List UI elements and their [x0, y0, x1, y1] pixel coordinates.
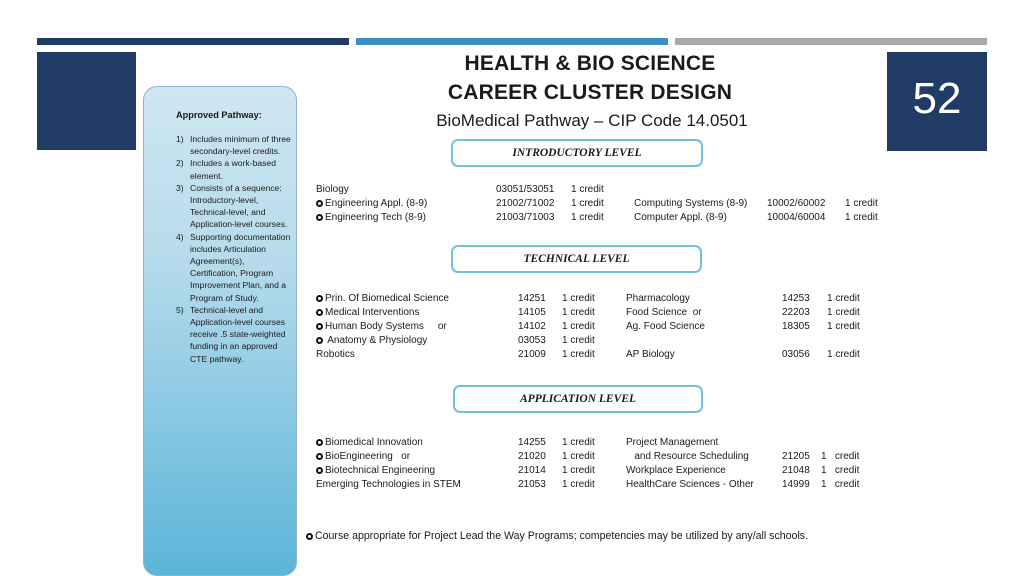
course-code — [496, 198, 554, 210]
course-code — [518, 335, 546, 347]
course-name — [626, 465, 726, 477]
technical-level-label: TECHNICAL LEVEL — [451, 245, 702, 273]
course-credit — [845, 198, 878, 210]
course-code — [767, 198, 825, 210]
course-name-text: Food Science or — [626, 307, 702, 318]
course-name — [626, 479, 754, 491]
approved-pathway-list — [176, 133, 291, 365]
pltw-bullet-icon — [316, 453, 323, 460]
course-credit-text: 1 credit — [827, 349, 860, 360]
course-code — [518, 307, 546, 319]
course-code — [782, 321, 810, 333]
course-credit — [845, 212, 878, 224]
course-name — [316, 212, 426, 224]
course-credit-text: 1 credit — [562, 479, 595, 490]
course-name-text: Computer Appl. (8-9) — [634, 212, 727, 223]
course-credit-text: 1 credit — [562, 451, 595, 462]
pltw-bullet-icon — [316, 467, 323, 474]
course-name — [316, 437, 423, 449]
course-credit — [821, 465, 859, 477]
pathway-item: 2) Includes a work-based element. — [176, 158, 276, 181]
course-credit — [571, 198, 604, 210]
course-name — [316, 465, 435, 477]
pltw-bullet-icon — [306, 533, 313, 540]
course-code — [782, 451, 810, 463]
course-code-text: 03051/53051 — [496, 184, 555, 195]
course-code — [782, 465, 810, 477]
course-name-text: Medical Interventions — [325, 307, 420, 318]
pltw-bullet-icon — [316, 214, 323, 221]
application-level-label: APPLICATION LEVEL — [453, 385, 703, 413]
top-bar-navy — [37, 38, 349, 45]
footnote — [306, 530, 808, 542]
course-name-text: Human Body Systems or — [325, 321, 447, 332]
course-code — [782, 307, 810, 319]
course-code-text: 21002/71002 — [496, 198, 555, 209]
course-code — [782, 293, 810, 305]
course-name-text: Engineering Appl. (8-9) — [325, 198, 428, 209]
course-credit — [821, 451, 859, 463]
course-credit-text: 1 credit — [845, 212, 878, 223]
course-name-text: HealthCare Sciences - Other — [626, 479, 754, 490]
course-name — [316, 198, 427, 210]
course-code-text: 10002/60002 — [767, 198, 826, 209]
subtitle: BioMedical Pathway – CIP Code 14.0501 — [436, 111, 748, 130]
course-code — [767, 212, 825, 224]
introductory-level-label: INTRODUCTORY LEVEL — [451, 139, 703, 167]
pltw-bullet-icon — [316, 439, 323, 446]
course-name-text: Anatomy & Physiology — [325, 335, 428, 346]
pltw-bullet-icon — [316, 200, 323, 207]
pathway-item: 1) Includes minimum of three secondary-level credits. — [176, 134, 291, 157]
course-code-text: 21003/71003 — [496, 212, 555, 223]
course-name — [626, 437, 718, 449]
course-code-text: 03056 — [782, 349, 810, 360]
course-credit — [827, 307, 860, 319]
course-code — [518, 349, 546, 361]
course-credit — [571, 212, 604, 224]
course-name-text: Project Management — [626, 437, 719, 448]
course-code-text: 14253 — [782, 293, 810, 304]
course-code — [518, 293, 546, 305]
course-credit — [562, 349, 595, 361]
top-bar-gray — [675, 38, 987, 45]
course-name — [316, 293, 449, 305]
slide-number: 52 — [887, 52, 987, 151]
course-code-text: 14999 — [782, 479, 810, 490]
course-name-text: Workplace Experience — [626, 465, 726, 476]
course-name-text: AP Biology — [626, 349, 675, 360]
course-credit-text: 1 credit — [562, 437, 595, 448]
course-credit-text: 1 credit — [571, 184, 604, 195]
course-name-text: Computing Systems (8-9) — [634, 198, 748, 209]
course-credit — [562, 335, 595, 347]
pltw-bullet-icon — [316, 323, 323, 330]
course-credit-text: 1 credit — [827, 307, 860, 318]
course-code — [782, 349, 810, 361]
course-name-text: Biomedical Innovation — [325, 437, 423, 448]
course-credit — [562, 307, 595, 319]
approved-pathway-panel — [143, 86, 297, 576]
course-code-text: 03053 — [518, 335, 546, 346]
course-code-text: 10004/60004 — [767, 212, 826, 223]
course-name — [626, 349, 675, 361]
course-name — [634, 212, 727, 224]
course-code-text: 21009 — [518, 349, 546, 360]
title-line-1: HEALTH & BIO SCIENCE — [464, 52, 716, 75]
course-name-text: Emerging Technologies in STEM — [316, 479, 461, 490]
pathway-item: 5) Technical-level and Application-level courses receive .5 state-weighted funding in an approved CTE pathway. — [176, 304, 286, 364]
course-credit — [562, 437, 595, 449]
course-name — [316, 321, 447, 333]
course-name — [316, 451, 410, 463]
course-credit-text: 1 credit — [821, 451, 860, 462]
pathway-item: 3) Consists of a sequence: Introductory-level, Technical-level, and Application-level courses. — [176, 182, 288, 230]
approved-pathway-title: Approved Pathway: — [176, 110, 262, 120]
course-credit-text: 1 credit — [827, 293, 860, 304]
course-credit-text: 1 credit — [821, 465, 860, 476]
course-credit-text: 1 credit — [562, 335, 595, 346]
course-credit-text: 1 credit — [571, 212, 604, 223]
course-code-text: 21048 — [782, 465, 810, 476]
course-name-text: Biology — [316, 184, 349, 195]
course-name-text: Ag. Food Science — [626, 321, 705, 332]
pltw-bullet-icon — [316, 337, 323, 344]
course-code-text: 21053 — [518, 479, 546, 490]
course-name-text: Pharmacology — [626, 293, 690, 304]
course-code — [518, 321, 546, 333]
course-credit-text: 1 credit — [562, 465, 595, 476]
course-credit-text: 1 credit — [562, 293, 595, 304]
course-code-text: 22203 — [782, 307, 810, 318]
course-credit-text: 1 credit — [821, 479, 860, 490]
course-name — [626, 321, 705, 333]
course-code — [518, 437, 546, 449]
course-credit-text: 1 credit — [562, 321, 595, 332]
course-name — [626, 293, 690, 305]
course-code-text: 21205 — [782, 451, 810, 462]
course-name — [316, 307, 420, 319]
course-code-text: 14255 — [518, 437, 546, 448]
course-credit — [562, 293, 595, 305]
pltw-bullet-icon — [316, 309, 323, 316]
course-credit — [827, 321, 860, 333]
course-credit — [827, 349, 860, 361]
course-credit — [827, 293, 860, 305]
course-credit-text: 1 credit — [562, 307, 595, 318]
course-code-text: 21020 — [518, 451, 546, 462]
course-credit — [562, 479, 595, 491]
course-name — [316, 184, 349, 196]
course-name-text: Biotechnical Engineering — [325, 465, 436, 476]
course-code — [496, 212, 554, 224]
course-name-text: BioEngineering or — [325, 451, 411, 462]
course-credit — [821, 479, 859, 491]
course-credit-text: 1 credit — [571, 198, 604, 209]
course-name-text: Robotics — [316, 349, 355, 360]
top-bar-blue — [356, 38, 668, 45]
course-code — [518, 451, 546, 463]
course-name-text: Engineering Tech (8-9) — [325, 212, 426, 223]
course-name — [316, 479, 461, 491]
course-name — [316, 335, 427, 347]
course-code — [782, 479, 810, 491]
footnote-text: Course appropriate for Project Lead the Way Programs; competencies may be utilized by any/all schools. — [315, 530, 809, 542]
decorative-block — [37, 52, 136, 150]
course-code — [518, 465, 546, 477]
course-credit — [571, 184, 604, 196]
course-credit-text: 1 credit — [845, 198, 878, 209]
course-code — [518, 479, 546, 491]
course-credit-text: 1 credit — [827, 321, 860, 332]
pathway-item: 4) Supporting documentation includes Articulation Agreement(s), Certification, Program Improvement Plan, and a Program of Study. — [176, 231, 291, 303]
course-credit — [562, 451, 595, 463]
course-code-text: 14105 — [518, 307, 546, 318]
course-name-text: and Resource Scheduling — [626, 451, 749, 462]
course-code-text: 18305 — [782, 321, 810, 332]
course-code-text: 14102 — [518, 321, 546, 332]
pltw-bullet-icon — [316, 295, 323, 302]
course-code — [496, 184, 554, 196]
course-name — [626, 307, 702, 319]
course-credit — [562, 465, 595, 477]
course-code-text: 21014 — [518, 465, 546, 476]
course-code-text: 14251 — [518, 293, 546, 304]
course-name — [626, 451, 749, 463]
course-name-text: Prin. Of Biomedical Science — [325, 293, 449, 304]
course-credit-text: 1 credit — [562, 349, 595, 360]
course-name — [316, 349, 355, 361]
course-name — [634, 198, 747, 210]
course-credit — [562, 321, 595, 333]
title-line-2: CAREER CLUSTER DESIGN — [447, 81, 733, 104]
